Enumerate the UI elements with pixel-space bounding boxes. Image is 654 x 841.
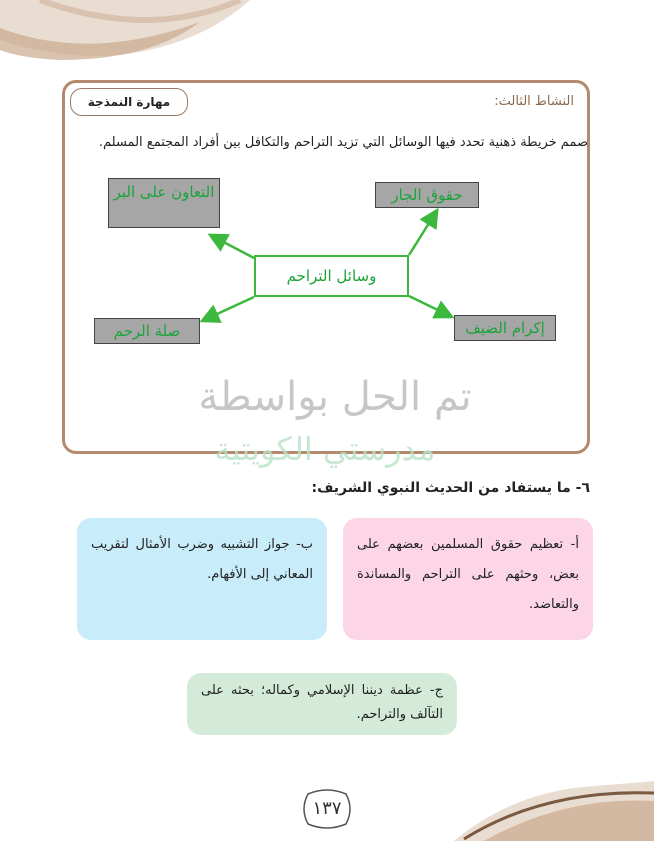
watermark-line1: تم الحل بواسطة: [198, 374, 472, 420]
mindmap-node-rahim: صلة الرحم: [94, 318, 200, 344]
activity-label: النشاط الثالث:: [494, 94, 574, 109]
skill-badge: مهارة النمذجة: [70, 88, 188, 116]
mindmap-node-taawun: التعاون على البر: [108, 178, 220, 228]
answer-card-c: ج- عظمة ديننا الإسلامي وكماله؛ بحثه على التآلف والتراحم.: [187, 673, 457, 735]
watermark-line2: مدرستي الكويتية: [214, 430, 436, 468]
answer-card-b: ب- جواز التشبيه وضرب الأمثال لتقريب المعاني إلى الأفهام.: [77, 518, 327, 640]
mindmap-center: وسائل التراحم: [254, 255, 409, 297]
answer-card-a: أ- تعظيم حقوق المسلمين بعضهم على بعض، وحثهم على التراحم والمساندة والتعاضد.: [343, 518, 593, 640]
mindmap-node-dayf: إكرام الضيف: [454, 315, 556, 341]
activity-instruction: صمم خريطة ذهنية تحدد فيها الوسائل التي تزيد التراحم والتكافل بين أفراد المجتمع المسلم.: [98, 135, 588, 150]
question-heading: ٦- ما يستفاد من الحديث النبوي الشريف:: [311, 480, 590, 496]
page-number: ١٣٧: [312, 798, 342, 819]
mindmap-node-jar: حقوق الجار: [375, 182, 479, 208]
